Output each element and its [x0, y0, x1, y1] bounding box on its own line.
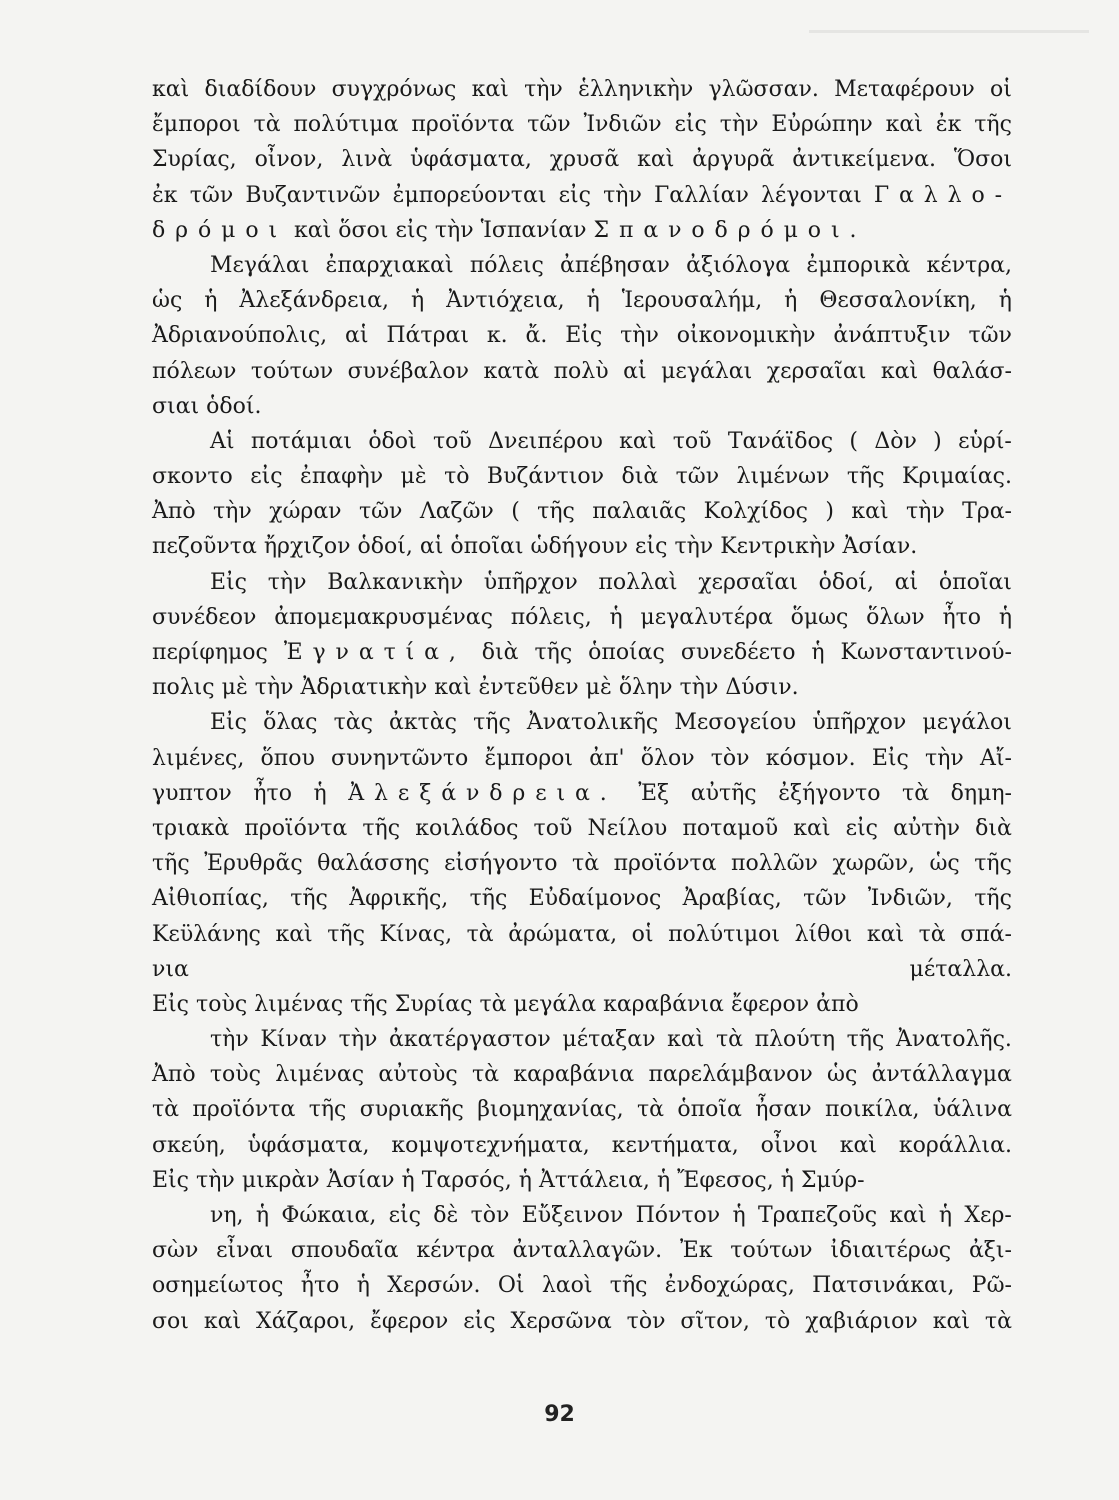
text-line: καὶ διαδίδουν συγχρόνως καὶ τὴν ἑλληνικὴν γλῶσσαν. Μεταφέρουν οἱ	[152, 77, 1012, 102]
text-line: Ἀπὸ τοὺς λιμένας αὐτοὺς τὰ καραβάνια παρελάμβανον ὡς ἀντάλλαγμα	[152, 1062, 1012, 1088]
text-line: νη, ἡ Φώκαια, εἰς δὲ τὸν Εὔξεινον Πόντον ἡ Τραπεζοῦς καὶ ἡ Χερ-	[210, 1203, 1012, 1228]
text-line: πεζοῦντα ἤρχιζον ὁδοί, αἱ ὁποῖαι ὡδήγουν εἰς τὴν Κεντρικὴν Ἀσίαν.	[152, 534, 918, 560]
text-line: Κεϋλάνης καὶ τῆς Κίνας, τὰ ἀρώματα, οἱ πολύτιμοι λίθοι καὶ τὰ σπά-	[152, 921, 1012, 947]
text-line: Εἰς ὅλας τὰς ἀκτὰς τῆς Ἀνατολικῆς Μεσογείου ὑπῆρχον μεγάλοι	[210, 710, 1012, 736]
text-line: Αἰθιοπίας, τῆς Ἀφρικῆς, τῆς Εὐδαίμονος Ἀραβίας, τῶν Ἰνδιῶν, τῆς	[152, 886, 1012, 912]
bleed-through-mark	[809, 30, 1089, 73]
text-line: Μεγάλαι ἐπαρχιακαὶ πόλεις ἀπέβησαν ἀξιόλογα ἐμπορικὰ κέντρα,	[210, 252, 1012, 278]
text-line: ἔμποροι τὰ πολύτιμα προϊόντα τῶν Ἰνδιῶν εἰς τὴν Εὐρώπην καὶ ἐκ τῆς	[152, 112, 1012, 138]
text-line: σὼν εἶναι σπουδαῖα κέντρα ἀνταλλαγῶν. Ἐκ τούτων ἰδιαιτέρως ἀξι-	[152, 1238, 1012, 1264]
text-line: Αἱ ποτάμιαι ὁδοὶ τοῦ Δνειπέρου καὶ τοῦ Τανάϊδος ( Δὸν ) εὑρί-	[210, 428, 1012, 454]
text-line: Εἰς τὴν μικρὰν Ἀσίαν ἡ Ταρσός, ἡ Ἀττάλεια, ἡ Ἔφεσος, ἡ Σμύρ-	[152, 1167, 865, 1193]
text-line: πόλεων τούτων συνέβαλον κατὰ πολὺ αἱ μεγάλαι χερσαῖαι καὶ θαλάσ-	[152, 358, 1012, 384]
text-line: Εἰς τὴν Βαλκανικὴν ὑπῆρχον πολλαὶ χερσαῖαι ὁδοί, αἱ ὁποῖαι	[210, 569, 1012, 595]
page-number: 92	[544, 1402, 575, 1427]
text-line: σκοντο εἰς ἐπαφὴν μὲ τὸ Βυζάντιον διὰ τῶν λιμένων τῆς Κριμαίας.	[152, 464, 1012, 490]
text-line: Ἀπὸ τὴν χώραν τῶν Λαζῶν ( τῆς παλαιᾶς Κολχίδος ) καὶ τὴν Τρα-	[152, 499, 1012, 525]
text-line: πολις μὲ τὴν Ἀδριατικὴν καὶ ἐντεῦθεν μὲ ὅλην τὴν Δύσιν.	[152, 675, 799, 701]
text-line: γυπτον ἦτο ἡ Ἀλεξάνδρεια. Ἐξ αὐτῆς ἐξήγοντο τὰ δημη-	[152, 780, 1012, 806]
text-line: ἐκ τῶν Βυζαντινῶν ἐμπορεύονται εἰς τὴν Γαλλίαν λέγονται Γαλλο-	[152, 182, 1012, 208]
text-line: σοι καὶ Χάζαροι, ἔφερον εἰς Χερσῶνα τὸν σῖτον, τὸ χαβιάριον καὶ τὰ	[152, 1308, 1012, 1334]
text-line: τῆς Ἐρυθρᾶς θαλάσσης εἰσήγοντο τὰ προϊόντα πολλῶν χωρῶν, ὡς τῆς	[152, 851, 1012, 877]
text-line: τὴν Κίναν τὴν ἀκατέργαστον μέταξαν καὶ τὰ πλούτη τῆς Ἀνατολῆς.	[210, 1027, 1012, 1053]
text-line: περίφημος Ἐγνατία, διὰ τῆς ὁποίας συνεδέετο ἡ Κωνσταντινού-	[152, 640, 1012, 665]
text-line: νια μέταλλα.	[152, 956, 1012, 982]
text-line: ὡς ἡ Ἀλεξάνδρεια, ἡ Ἀντιόχεια, ἡ Ἱερουσαλήμ, ἡ Θεσσαλονίκη, ἡ	[152, 288, 1012, 314]
text-line: τὰ προϊόντα τῆς συριακῆς βιομηχανίας, τὰ ὁποῖα ἦσαν ποικίλα, ὑάλινα	[152, 1097, 1012, 1123]
text-line: οσημείωτος ἦτο ἡ Χερσών. Οἱ λαοὶ τῆς ἐνδοχώρας, Πατσινάκαι, Ρῶ-	[152, 1273, 1012, 1299]
text-line: Εἰς τοὺς λιμένας τῆς Συρίας τὰ μεγάλα καραβάνια ἔφερον ἀπὸ	[152, 991, 859, 1017]
text-line: Ἀδριανούπολις, αἱ Πάτραι κ. ἄ. Εἰς τὴν οἰκονομικὴν ἀνάπτυξιν τῶν	[152, 323, 1012, 349]
text-line: τριακὰ προϊόντα τῆς κοιλάδος τοῦ Νείλου ποταμοῦ καὶ εἰς αὐτὴν διὰ	[152, 815, 1012, 841]
text-line: συνέδεον ἀπομεμακρυσμένας πόλεις, ἡ μεγαλυτέρα ὅμως ὅλων ἦτο ἡ	[152, 604, 1012, 630]
text-line: Συρίας, οἶνον, λινὰ ὑφάσματα, χρυσᾶ καὶ ἀργυρᾶ ἀντικείμενα. Ὅσοι	[152, 147, 1012, 173]
body-text	[152, 72, 1012, 1339]
text-line: λιμένες, ὅπου συνηντῶντο ἔμποροι ἀπ' ὅλον τὸν κόσμον. Εἰς τὴν Αἴ-	[152, 745, 1012, 771]
text-line: σιαι ὁδοί.	[152, 393, 262, 419]
text-line: σκεύη, ὑφάσματα, κομψοτεχνήματα, κεντήματα, οἶνοι καὶ κοράλλια.	[152, 1132, 1012, 1158]
text-line: δρόμοι καὶ ὅσοι εἰς τὴν Ἱσπανίαν Σπανοδρόμοι.	[152, 217, 867, 243]
